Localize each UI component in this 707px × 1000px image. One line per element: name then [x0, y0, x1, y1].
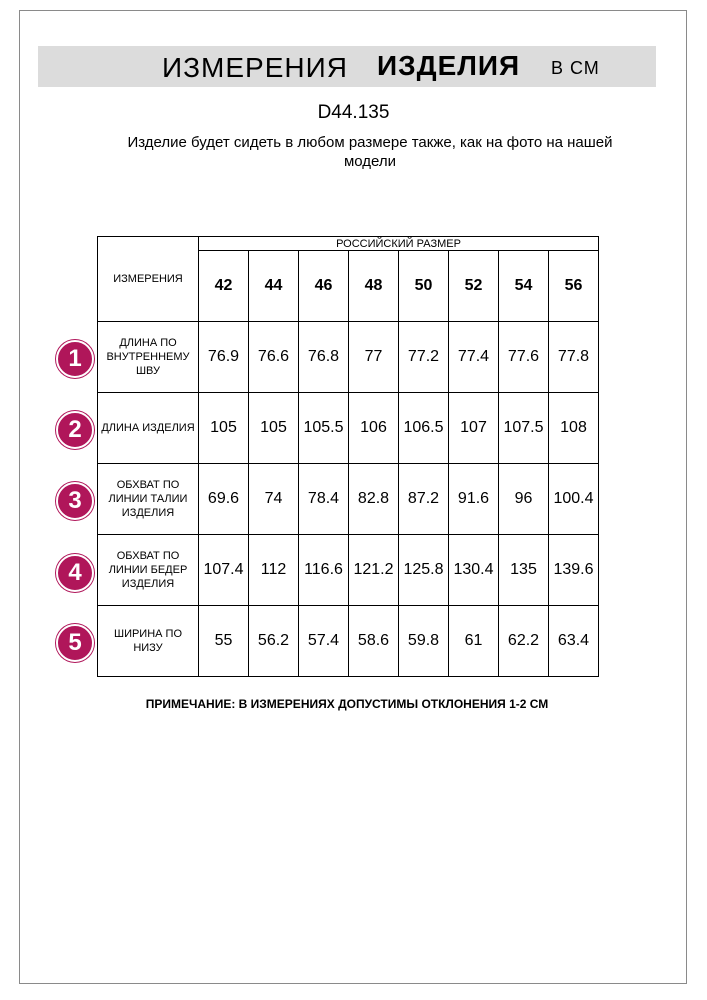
table-cell: 82.8 [349, 464, 399, 535]
table-cell: 87.2 [399, 464, 449, 535]
row-label: ШИРИНА ПО НИЗУ [98, 606, 199, 677]
table-cell: 77 [349, 322, 399, 393]
table-cell: 107.5 [499, 393, 549, 464]
size-header: 50 [399, 251, 449, 322]
size-header: 46 [299, 251, 349, 322]
table-cell: 76.6 [249, 322, 299, 393]
row-label: ОБХВАТ ПО ЛИНИИ ТАЛИИ ИЗДЕЛИЯ [98, 464, 199, 535]
size-header: 44 [249, 251, 299, 322]
table-cell: 69.6 [199, 464, 249, 535]
table-cell: 108 [549, 393, 599, 464]
table-cell: 61 [449, 606, 499, 677]
table-cell: 77.4 [449, 322, 499, 393]
size-table [97, 236, 599, 677]
size-header: 42 [199, 251, 249, 322]
measurements-header: ИЗМЕРЕНИЯ [98, 237, 199, 322]
table-cell: 105.5 [299, 393, 349, 464]
table-cell: 106 [349, 393, 399, 464]
table-cell: 76.8 [299, 322, 349, 393]
table-cell: 96 [499, 464, 549, 535]
row-label: ДЛИНА ИЗДЕЛИЯ [98, 393, 199, 464]
table-cell: 105 [249, 393, 299, 464]
table-cell: 62.2 [499, 606, 549, 677]
product-code: D44.135 [317, 102, 390, 123]
table-cell: 106.5 [399, 393, 449, 464]
size-header: 48 [349, 251, 399, 322]
table-cell: 76.9 [199, 322, 249, 393]
title-product: ИЗДЕЛИЯ [377, 50, 521, 81]
measurement-number-badge: 2 [56, 411, 94, 449]
table-row [98, 464, 599, 535]
row-label: ОБХВАТ ПО ЛИНИИ БЕДЕР ИЗДЕЛИЯ [98, 535, 199, 606]
table-cell: 57.4 [299, 606, 349, 677]
row-label: ДЛИНА ПО ВНУТРЕННЕМУ ШВУ [98, 322, 199, 393]
table-cell: 125.8 [399, 535, 449, 606]
table-cell: 56.2 [249, 606, 299, 677]
measurement-number-badge: 1 [56, 340, 94, 378]
size-header: 52 [449, 251, 499, 322]
table-cell: 112 [249, 535, 299, 606]
table-cell: 105 [199, 393, 249, 464]
title-measurements: ИЗМЕРЕНИЯ [162, 52, 348, 83]
table-cell: 59.8 [399, 606, 449, 677]
table-cell: 77.2 [399, 322, 449, 393]
table-cell: 58.6 [349, 606, 399, 677]
fit-description: Изделие будет сидеть в любом размере также, как на фото на нашей модели [127, 134, 613, 170]
table-cell: 74 [249, 464, 299, 535]
table-cell: 139.6 [549, 535, 599, 606]
size-header: 54 [499, 251, 549, 322]
table-row [98, 535, 599, 606]
table-row [98, 393, 599, 464]
measurement-number-badge: 3 [56, 482, 94, 520]
table-cell: 130.4 [449, 535, 499, 606]
table-row [98, 606, 599, 677]
tolerance-note: ПРИМЕЧАНИЕ: В ИЗМЕРЕНИЯХ ДОПУСТИМЫ ОТКЛОНЕНИЯ 1-2 СМ [145, 697, 549, 711]
measurement-number-badge: 5 [56, 624, 94, 662]
table-cell: 77.8 [549, 322, 599, 393]
measurement-number-badge: 4 [56, 554, 94, 592]
table-cell: 55 [199, 606, 249, 677]
table-cell: 63.4 [549, 606, 599, 677]
table-row [98, 322, 599, 393]
size-header: 56 [549, 251, 599, 322]
table-cell: 77.6 [499, 322, 549, 393]
title-unit: В СМ [551, 58, 600, 78]
table-cell: 91.6 [449, 464, 499, 535]
table-cell: 121.2 [349, 535, 399, 606]
table-cell: 100.4 [549, 464, 599, 535]
table-cell: 107 [449, 393, 499, 464]
table-cell: 107.4 [199, 535, 249, 606]
table-cell: 116.6 [299, 535, 349, 606]
table-cell: 135 [499, 535, 549, 606]
table-cell: 78.4 [299, 464, 349, 535]
size-group-header: РОССИЙСКИЙ РАЗМЕР [199, 237, 599, 251]
